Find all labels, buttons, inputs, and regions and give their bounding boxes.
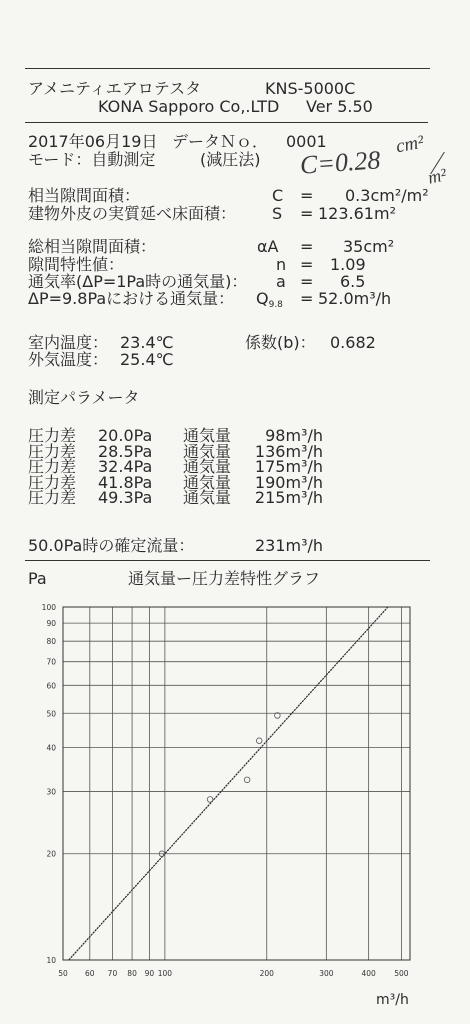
y-tick-label: 90 [46,619,56,629]
y-axis-unit: Pa [28,569,47,588]
indoor-temperature-label: 室内温度： [28,333,109,352]
flow-value: 175m³/h [254,457,323,476]
y-tick-label: 60 [46,681,56,691]
y-tick-label: 20 [46,849,56,859]
result-label: 総相当隙間面積： [28,237,157,256]
measurement-date: 2017年06月19日 [28,132,158,151]
result-symbol: C [272,186,284,205]
company-name: KONA Sapporo Co,.LTD [98,97,280,116]
header-line-2 [0,98,470,115]
result-value: 1.09 [330,255,366,274]
header-line-1 [0,80,470,97]
result-symbol: S [272,204,283,223]
y-tick-label: 80 [46,637,56,647]
result-equals: = [300,186,314,205]
chart-frame [63,607,410,960]
result-symbol-main: Q [256,289,269,308]
result-symbol: n [276,255,287,274]
parameter-row [0,490,470,505]
y-tick-label: 10 [46,956,56,965]
result-row [0,289,470,310]
pressure-value: 41.8Pa [98,473,153,492]
chart-title: 通気量ー圧力差特性グラフ [128,569,321,588]
data-number: 0001 [286,132,327,151]
result-row [0,205,470,222]
result-row [0,273,470,290]
parameters-title: 測定パラメータ [28,388,140,407]
y-tick-label: 100 [41,603,56,612]
result-label: 建物外皮の実質延べ床面積： [28,204,237,223]
coefficient-value: 0.682 [330,333,376,352]
result-label: 隙間特性値： [28,255,125,274]
x-tick-label: 60 [85,969,95,978]
indoor-temperature-line [0,334,470,351]
data-point [159,851,165,857]
x-tick-label: 400 [361,969,376,978]
x-tick-label: 100 [157,969,173,978]
coefficient-label: 係数(b)： [245,333,316,352]
y-tick-label: 70 [46,657,56,667]
result-equals: = [300,255,314,274]
confirmed-flow-line [0,537,470,554]
mode: モード：自動測定 [28,150,156,169]
result-row [0,238,470,255]
pressure-value: 49.3Pa [98,488,153,507]
result-label: ΔP=9.8Paにおける通気量： [28,289,235,308]
pressure-label: 圧力差 [28,488,77,507]
pressure-label: 圧力差 [28,442,77,461]
outdoor-temperature: 25.4℃ [120,350,174,369]
flow-value: 190m³/h [254,473,323,492]
outdoor-temperature-line [0,351,470,368]
result-value: 52.0m³/h [318,289,392,308]
data-number-label: データＮｏ． [172,132,269,151]
x-tick-label: 50 [58,969,68,978]
y-tick-label: 30 [46,787,56,797]
header-rule [25,122,428,123]
handwritten-note: C=0.28 [299,145,382,180]
result-row [0,187,470,204]
flow-label: 通気量 [183,442,232,461]
pressure-value: 28.5Pa [98,442,153,461]
version: Ver 5.50 [306,97,373,116]
x-tick-label: 500 [394,969,409,978]
x-tick-label: 70 [107,969,118,978]
result-value: 0.3cm²/m² [345,186,429,205]
result-equals: = [300,289,314,308]
result-label: 相当隙間面積： [28,186,141,205]
result-symbol-subscript: 9.8 [268,300,283,310]
x-tick-label: 90 [144,969,155,978]
pressure-label: 圧力差 [28,457,77,476]
indoor-temperature: 23.4℃ [120,333,174,352]
x-tick-label: 300 [319,969,334,978]
result-value: 123.61m² [318,204,396,223]
method: (減圧法) [200,150,261,169]
result-symbol: a [276,272,286,291]
pressure-value: 20.0Pa [98,426,153,445]
data-point [275,713,281,719]
outdoor-temperature-label: 外気温度： [28,350,109,369]
flow-label: 通気量 [183,473,232,492]
result-value: 6.5 [340,272,366,291]
x-axis-unit: m³/h [376,992,409,1008]
y-tick-label: 40 [46,743,56,753]
flow-value: 98m³/h [265,426,323,445]
product-name: アメニティエアロテスタ [28,79,202,98]
result-row [0,256,470,273]
flow-label: 通気量 [183,457,232,476]
parameter-row [0,459,470,474]
result-label: 通気率(ΔP=1Pa時の通気量)： [28,272,248,291]
result-symbol: αA [257,237,279,256]
handwritten-unit-bottom: m² [426,164,449,188]
result-equals: = [300,272,314,291]
fit-line [69,607,388,960]
result-equals: = [300,204,314,223]
flow-label: 通気量 [183,426,232,445]
data-point [256,738,262,744]
pressure-label: 圧力差 [28,426,77,445]
confirmed-flow-label: 50.0Pa時の確定流量： [28,536,195,555]
graph-rule [25,560,430,561]
result-equals: = [300,237,314,256]
flow-value: 215m³/h [254,488,323,507]
x-tick-label: 80 [127,969,137,978]
result-symbol [256,290,283,314]
confirmed-flow-value: 231m³/h [255,536,324,555]
pressure-label: 圧力差 [28,473,77,492]
flow-label: 通気量 [183,488,232,507]
y-tick-label: 50 [46,709,56,719]
handwritten-unit-top: cm² [394,131,426,158]
data-point [207,797,213,803]
flow-value: 136m³/h [254,442,323,461]
pressure-value: 32.4Pa [98,457,153,476]
result-value: 35cm² [343,237,395,256]
parameter-row [0,428,470,443]
x-tick-label: 200 [259,969,274,978]
top-rule [25,68,430,69]
data-point [244,777,250,783]
model-number: KNS-5000C [265,79,356,98]
